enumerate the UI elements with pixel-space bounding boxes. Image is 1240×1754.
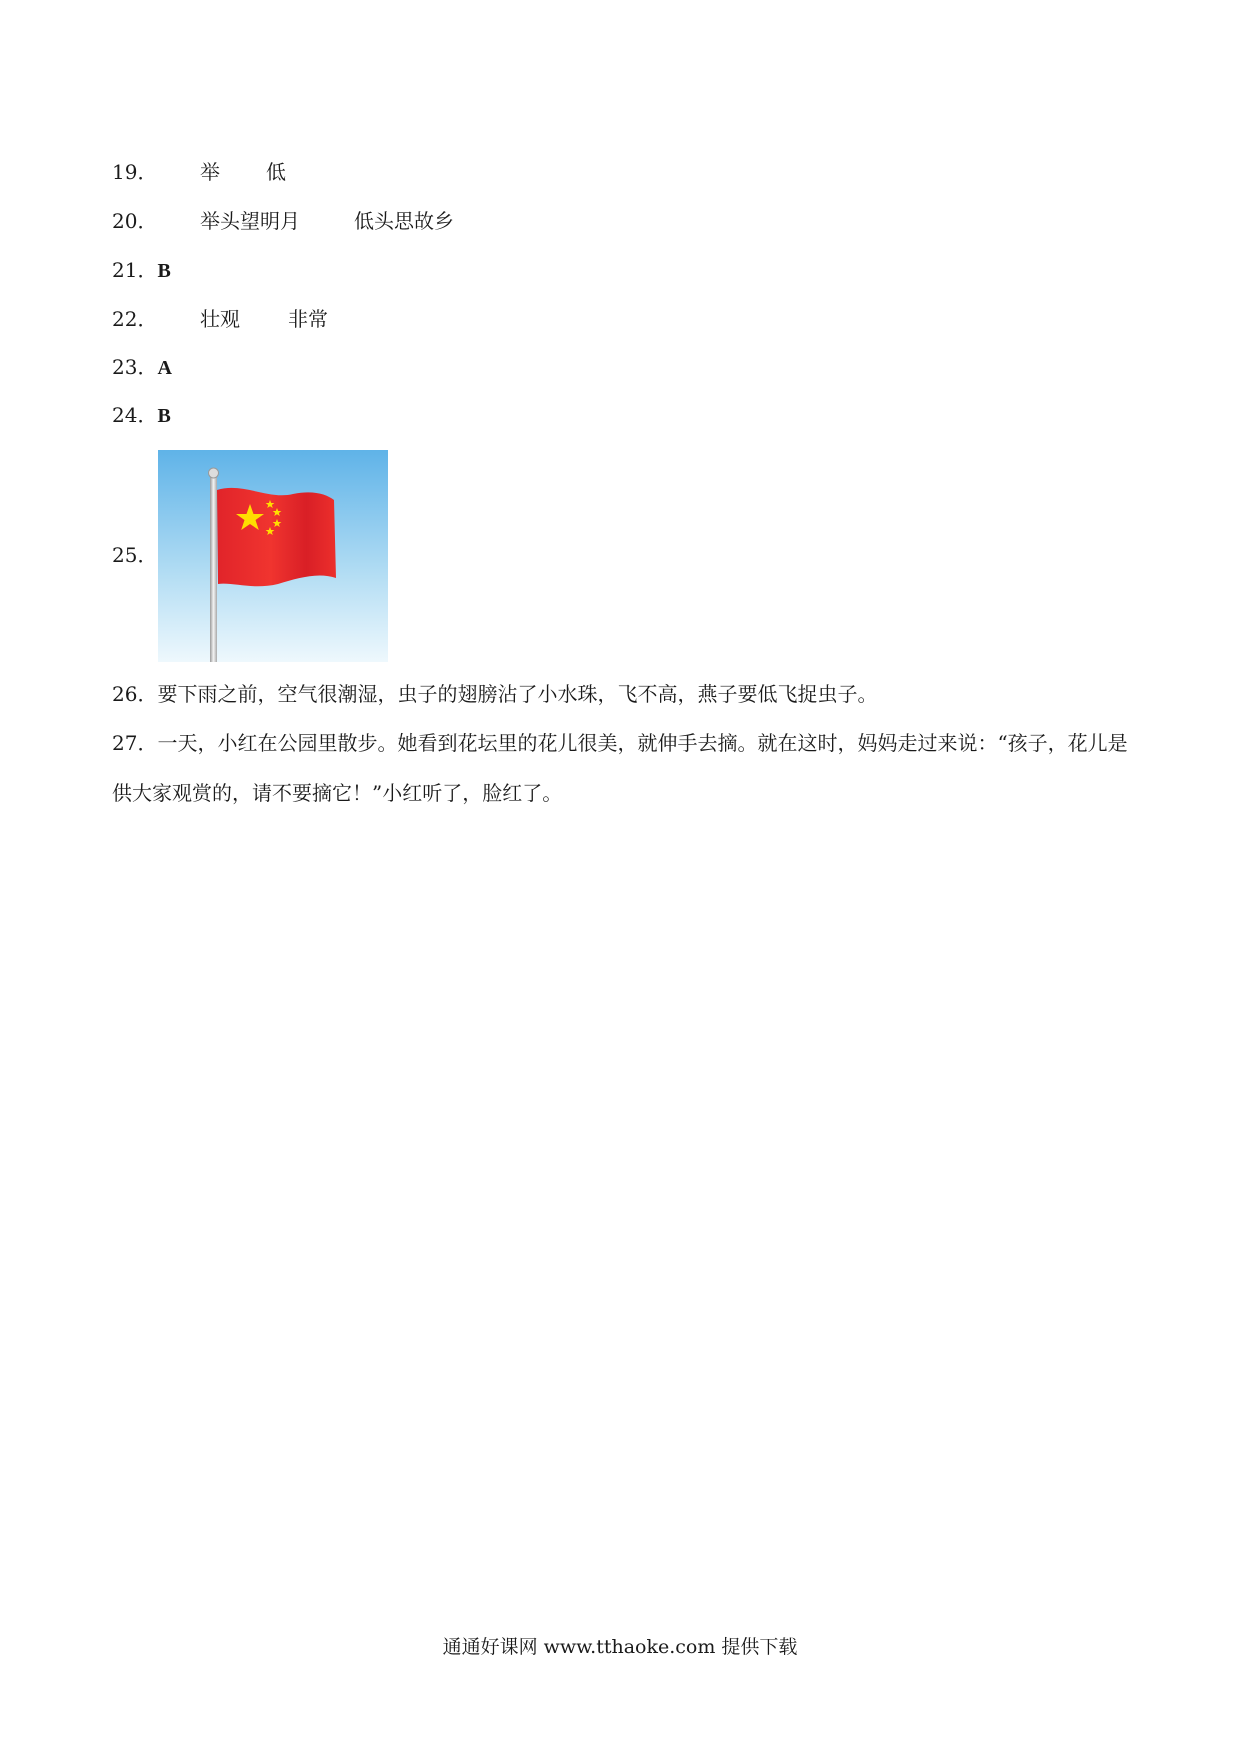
answer-number: 24．	[112, 403, 158, 427]
answer-25	[112, 541, 157, 569]
answer-number: 21．	[112, 258, 158, 282]
answer-number: 25．	[112, 543, 158, 567]
answer-blank-1: 壮观	[200, 307, 240, 331]
answer-number: 23．	[112, 355, 158, 379]
pole-finial	[209, 468, 219, 478]
flag-cloth	[217, 488, 336, 586]
answer-blank-2: 低	[266, 160, 286, 184]
answer-21	[112, 256, 171, 285]
answer-choice: B	[157, 260, 171, 282]
answer-number: 19．	[112, 160, 158, 184]
answer-22	[112, 305, 328, 333]
answer-blank-1: 举头望明月	[200, 209, 300, 233]
answer-choice: A	[157, 357, 172, 379]
answer-blank-2: 低头思故乡	[354, 209, 454, 233]
answer-number: 27．	[112, 731, 158, 755]
answer-text: 一天，小红在公园里散步。她看到花坛里的花儿很美，就伸手去摘。就在这时，妈妈走过来说：“孩子，花儿是供大家观赏的，请不要摘它！”小红听了，脸红了。	[112, 731, 1128, 805]
answer-26	[112, 680, 877, 708]
answer-23	[112, 353, 172, 382]
answer-number: 20．	[112, 209, 158, 233]
answer-27	[112, 718, 1132, 818]
page-footer: 通通好课网 www.tthaoke.com 提供下载	[442, 1636, 798, 1658]
national-flag-image	[158, 450, 388, 662]
answer-19	[112, 158, 286, 186]
answer-24	[112, 401, 171, 430]
answer-number: 22．	[112, 307, 158, 331]
answer-number: 26．	[112, 682, 158, 706]
answer-text: 要下雨之前，空气很潮湿，虫子的翅膀沾了小水珠，飞不高，燕子要低飞捉虫子。	[157, 682, 878, 706]
answer-20	[112, 207, 454, 235]
answer-blank-2: 非常	[288, 307, 328, 331]
answer-choice: B	[157, 405, 171, 427]
flag-pole	[210, 474, 217, 662]
answer-blank-1: 举	[200, 160, 220, 184]
